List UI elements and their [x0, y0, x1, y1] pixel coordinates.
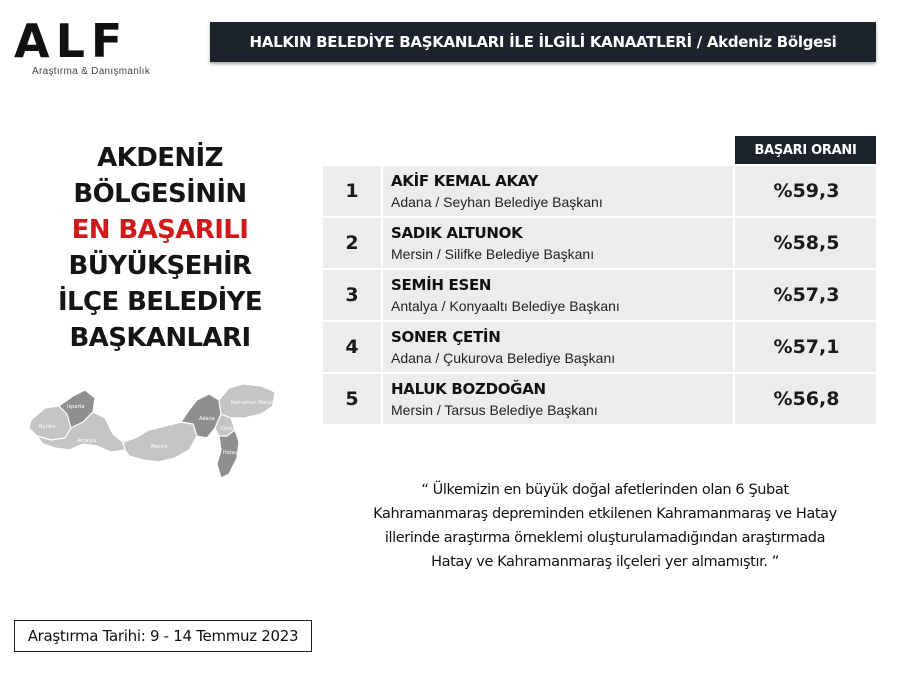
map-label-kahramanmaras: Kahraman Maraş	[231, 400, 274, 406]
akdeniz-region-map	[25, 378, 285, 493]
table-row	[323, 322, 876, 374]
score-column-header: BAŞARI ORANI	[735, 136, 876, 164]
mayor-name: SEMİH ESEN	[391, 276, 492, 294]
success-rate: %57,3	[733, 270, 878, 320]
research-date: Araştırma Tarihi: 9 - 14 Temmuz 2023	[14, 620, 312, 652]
note-line-2: Kahramanmaraş depreminden etkilenen Kahramanmaraş ve Hatay	[373, 506, 837, 522]
map-label-mersin: Mersin	[151, 444, 168, 450]
success-rate: %56,8	[733, 374, 878, 424]
mayor-name: SADIK ALTUNOK	[391, 224, 523, 242]
headline-line-1: AKDENİZ	[97, 143, 223, 173]
page-title-banner: HALKIN BELEDİYE BAŞKANLARI İLE İLGİLİ KANAATLERİ / Akdeniz Bölgesi	[210, 22, 876, 62]
success-rate: %58,5	[733, 218, 878, 268]
mayor-location: Adana / Seyhan Belediye Başkanı	[391, 194, 603, 210]
headline-line-3: BÜYÜKŞEHİR	[68, 251, 252, 281]
mayor-location: Mersin / Silifke Belediye Başkanı	[391, 246, 595, 262]
map-label-burdur: Burdur	[39, 424, 56, 430]
table-row	[323, 374, 876, 426]
logo-wordmark: ALF	[14, 14, 129, 68]
mayor-name: AKİF KEMAL AKAY	[391, 172, 539, 190]
mayor-location: Mersin / Tarsus Belediye Başkanı	[391, 402, 598, 418]
success-rate: %57,1	[733, 322, 878, 372]
success-rate: %59,3	[733, 166, 878, 216]
headline-highlight: EN BAŞARILI	[71, 215, 249, 245]
mayor-name: HALUK BOZDOĞAN	[391, 380, 546, 398]
earthquake-note	[340, 478, 870, 574]
map-province-mersin	[123, 422, 197, 462]
ranking-table	[323, 166, 876, 426]
alf-logo	[14, 14, 174, 80]
note-line-1: “ Ülkemizin en büyük doğal afetlerinden olan 6 Şubat	[421, 482, 789, 498]
map-label-adana: Adana	[199, 416, 215, 422]
note-line-3: illerinde araştırma örneklemi oluşturulamadığından araştırmada	[384, 530, 826, 546]
map-label-isparta: Isparta	[67, 404, 85, 410]
map-label-antalya: Antalya	[77, 438, 97, 444]
map-label-hatay: Hatay	[223, 450, 238, 456]
table-row	[323, 270, 876, 322]
mayor-name: SONER ÇETİN	[391, 328, 501, 346]
table-row	[323, 166, 876, 218]
rank-number: 5	[323, 374, 383, 424]
note-line-4: Hatay ve Kahramanmaraş ilçeleri yer almamıştır. ”	[431, 554, 779, 570]
rank-number: 3	[323, 270, 383, 320]
rank-number: 4	[323, 322, 383, 372]
headline-line-5: BAŞKANLARI	[69, 323, 251, 353]
headline-line-2: BÖLGESİNİN	[73, 179, 247, 209]
headline	[40, 140, 280, 356]
mayor-location: Adana / Çukurova Belediye Başkanı	[391, 350, 616, 366]
rank-number: 1	[323, 166, 383, 216]
table-row	[323, 218, 876, 270]
mayor-location: Antalya / Konyaaltı Belediye Başkanı	[391, 298, 620, 314]
logo-subtitle: Araştırma & Danışmanlık	[32, 66, 151, 77]
headline-line-4: İLÇE BELEDİYE	[57, 287, 263, 317]
map-label-osmaniye: Osmaniye	[221, 426, 247, 432]
rank-number: 2	[323, 218, 383, 268]
